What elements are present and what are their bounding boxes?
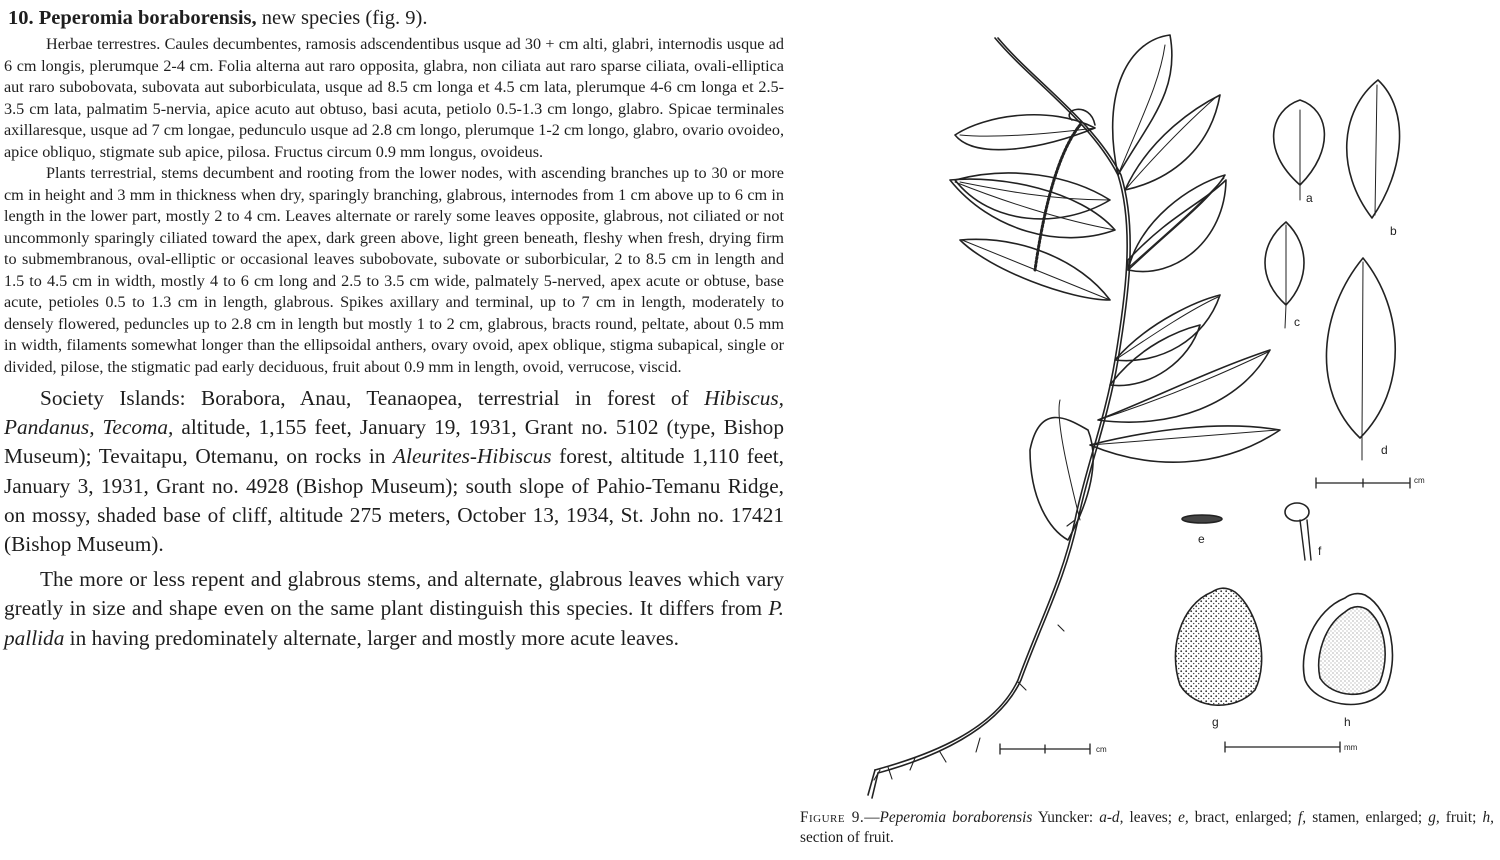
discussion-paragraph (4, 565, 784, 653)
caption-text: bract, enlarged; (1188, 809, 1299, 826)
label-d: d (1381, 443, 1388, 457)
label-f: f (1318, 544, 1322, 558)
label-e: e (1198, 532, 1205, 546)
scale-bar-fruit (1225, 742, 1340, 752)
discussion-text: in having predominately alternate, larger and mostly more acute leaves. (64, 625, 679, 650)
species-status: new species (261, 7, 361, 29)
species-heading (8, 4, 784, 32)
specimens-text: altitude, 1,155 feet, January 19, 1931, Grant no. 5102 (type, Bishop Museum); Tevaitapu, Otemanu, on rocks in (4, 415, 784, 469)
specimens-text: Society Islands: Borabora, Anau, Teanaopea, terrestrial in forest of (40, 386, 705, 410)
bract-e (1182, 515, 1222, 523)
label-h: h (1344, 715, 1351, 729)
caption-figure-number: Figure 9. (800, 809, 865, 826)
specimens-paragraph (4, 384, 784, 559)
caption-text: leaves; (1123, 809, 1179, 826)
figure-reference: (fig. 9). (365, 7, 428, 29)
plant-leaves (950, 35, 1280, 540)
discussion-text: The more or less repent and glabrous stems, and alternate, glabrous leaves which vary greatly in size and shape even on the same plant distinguish this species. It differs from (4, 567, 784, 621)
caption-species: Peperomia boraborensis (879, 809, 1033, 826)
stamen-f (1285, 503, 1311, 560)
caption-part-label: h, (1482, 809, 1494, 826)
species-number: 10. (8, 7, 34, 29)
caption-author: Yuncker: (1032, 809, 1100, 826)
caption-text: stamen, enlarged; (1306, 809, 1429, 826)
caption-part-label: g, (1428, 809, 1440, 826)
caption-part-label: f, (1298, 809, 1307, 826)
scale-bar-plant (1000, 744, 1090, 754)
leaf-d (1326, 258, 1395, 460)
caption-text: section of fruit. (800, 828, 894, 846)
scale-unit-fruit: mm (1344, 743, 1358, 752)
caption-text: fruit; (1439, 809, 1483, 826)
label-b: b (1390, 224, 1397, 238)
english-description: Plants terrestrial, stems decumbent and rooting from the lower nodes, with ascending branches up to 30 or more cm in height and 3 mm in thickness when dry, sparingly branching, glabrous, internodes from 1 cm above up to 6 cm in length in the lower part, mostly 2 to 4 cm. Leaves alternate or rarely some leaves opposite, glabrous, not ciliated or not uncommonly sparingly ciliated toward the apex, dark green above, light green beneath, fleshy when fresh, drying firm to submembranous, oval-elliptic or occasional leaves subobovate, subovate or suborbicular, 2 to 8.5 cm in length and 1.5 to 4.5 cm in width, mostly 4 to 6 cm long and 2.5 to 3.5 cm wide, palmately 5-nerved, apex acute or obtuse, base acute, petioles 0.5 to 1.3 cm in length, glabrous. Spikes axillary and terminal, up to 7 cm in length, moderately to densely flowered, peduncles up to 2.8 cm in length but mostly 1 to 2 cm, glabrous, bracts round, peltate, about 0.5 mm in width, filaments somewhat longer than the ellipsoidal anthers, ovary ovoid, apex oblique, stigma subapical, single or divided, pilose, the stigmatic pad early deciduous, fruit about 0.9 mm in length, ovoid, verrucose, viscid. (4, 164, 784, 376)
fruit-section-h (1303, 594, 1392, 705)
leaf-a (1274, 100, 1325, 200)
plant-stem (868, 38, 1130, 798)
caption-dash: — (864, 809, 880, 826)
species-name: Peperomia boraborensis, (38, 7, 257, 29)
specimens-forest-type: Aleurites-Hibiscus (393, 444, 552, 469)
caption-part-label: e, (1178, 809, 1189, 826)
leaf-c (1265, 222, 1304, 328)
text-column (4, 4, 784, 653)
fruit-g (1175, 588, 1261, 705)
caption-part-label: a-d, (1099, 809, 1124, 826)
leaf-b (1347, 80, 1400, 218)
specimens-text: forest, altitude 1,110 feet, January 3, 1931, Grant no. 4928 (Bishop Museum); south slope of Pahio-Temanu Ridge, on mossy, shaded base of cliff, altitude 275 meters, October 13, 1934, St. John no. 17421 (Bishop Museum). (4, 444, 784, 557)
label-c: c (1294, 315, 1300, 329)
label-a: a (1306, 191, 1313, 205)
scale-unit-leaves: cm (1414, 476, 1425, 485)
specimens-genera: Hibiscus, Pandanus, Tecoma, (4, 386, 784, 440)
botanical-illustration (800, 20, 1500, 820)
scale-unit-plant: cm (1096, 745, 1107, 754)
latin-description: Herbae terrestres. Caules decumbentes, ramosis adscendentibus usque ad 30 + cm alti, glabri, internodis usque ad 6 cm longis, plerumque 2-4 cm. Folia alterna aut raro opposita, glabra, non ciliata aut raro sparse ciliata, ovali-elliptica aut raro subobovata, subovata aut suborbiculata, usque ad 8.5 cm longa et 4.5 cm lata, plerumque 4-6 cm longa et 2.5-3.5 cm lata, palmatim 5-nervia, apice acuto aut obtuso, basi acuta, petiolo 0.5-1.3 cm longo, glabro. Spicae terminales axillaresque, usque ad 7 cm longae, pedunculo usque ad 2.8 cm longo, plerumque 1-2 cm longo, glabro, ovario ovoideo, apice obliquo, stigmate sub apice, pilosa. Fructus circum 0.9 mm longus, ovoideus. (4, 35, 784, 161)
discussion-species-ref: P. pallida (4, 596, 784, 650)
figure-caption (800, 808, 1494, 847)
label-g: g (1212, 715, 1219, 729)
scale-bar-leaves (1316, 478, 1410, 488)
